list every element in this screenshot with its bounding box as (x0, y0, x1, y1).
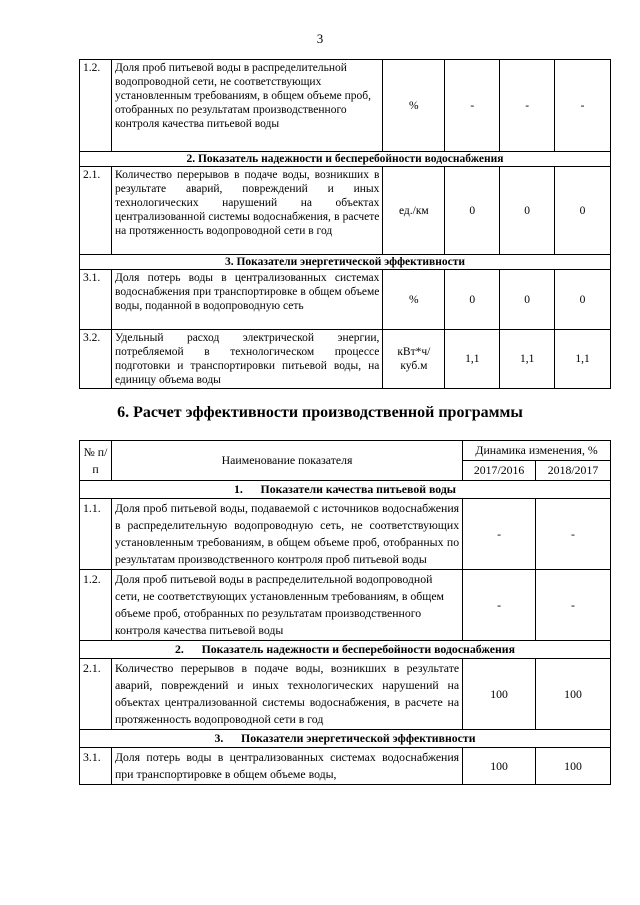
value: - (463, 570, 536, 641)
row-number: 1.1. (80, 499, 112, 570)
page-number: 3 (316, 31, 324, 46)
indicator-name: Доля проб питьевой воды в распределительной водопроводной сети, не соответствующих установленным требованиям, в общем объеме проб, отобранных по результатам производственного контроля качества питьевой воды (111, 570, 462, 641)
row-number: 2.1. (80, 167, 112, 255)
table-row (80, 60, 611, 152)
indicator-name: Количество перерывов в подаче воды, возникших в результате аварий, повреждений и иных технологических нарушений на объектах централизованной системы водоснабжения, в расчете на протяженность водопроводной сети в год (111, 659, 462, 730)
row-number: 3.1. (80, 748, 112, 785)
section-header (80, 481, 611, 499)
unit: % (383, 60, 445, 152)
value: 100 (463, 748, 536, 785)
indicator-name: Доля проб питьевой воды в распределительной водопроводной сети, не соответствующих установленным требованиям, в общем объеме проб, отобранных по результатам производственного контроля качества питьевой воды (111, 60, 382, 152)
column-header-period: 2018/2017 (536, 461, 611, 481)
value: - (536, 499, 611, 570)
section-heading: 6. Расчет эффективности производственной программы (117, 404, 523, 421)
table-row (80, 659, 611, 730)
value: 0 (500, 167, 555, 255)
table-row (80, 748, 611, 785)
indicator-name: Доля проб питьевой воды, подаваемой с источников водоснабжения в распределительную водопроводную сеть, не соответствующих установленным требованиям, в общем объеме проб, отобранных по результатам производственного контроля проб питьевой воды (111, 499, 462, 570)
row-number: 3.2. (80, 330, 112, 389)
table-row (80, 499, 611, 570)
value: - (463, 499, 536, 570)
column-header-name: Наименование показателя (111, 441, 462, 481)
column-header-number: № п/п (80, 441, 112, 481)
column-header-period: 2017/2016 (463, 461, 536, 481)
header-row (80, 441, 611, 461)
section-title: 2. Показатель надежности и бесперебойности водоснабжения (80, 641, 611, 659)
section-title: 3. Показатели энергетической эффективности (80, 255, 611, 270)
value: 0 (500, 270, 555, 330)
table-row (80, 330, 611, 389)
efficiency-table (79, 440, 611, 785)
value: 1,1 (500, 330, 555, 389)
value: 1,1 (445, 330, 500, 389)
indicator-name: Доля потерь воды в централизованных системах водоснабжения при транспортировке в общем объеме воды, поданной в водопроводную сеть (111, 270, 382, 330)
indicator-name: Доля потерь воды в централизованных системах водоснабжения при транспортировке в общем объеме воды, (111, 748, 462, 785)
unit: ед./км (383, 167, 445, 255)
section-title: 1. Показатели качества питьевой воды (80, 481, 611, 499)
value: - (536, 570, 611, 641)
column-header-dynamics: Динамика изменения, % (463, 441, 611, 461)
indicator-name: Удельный расход электрической энергии, потребляемой в технологическом процессе подготовки и транспортировки питьевой воды, на единицу объема воды (111, 330, 382, 389)
value: 1,1 (555, 330, 611, 389)
unit: % (383, 270, 445, 330)
value: 100 (463, 659, 536, 730)
section-header (80, 641, 611, 659)
unit: кВт*ч/ куб.м (383, 330, 445, 389)
row-number: 1.2. (80, 570, 112, 641)
indicators-table (79, 59, 611, 389)
value: 100 (536, 748, 611, 785)
indicator-name: Количество перерывов в подаче воды, возникших в результате аварий, повреждений и иных технологических нарушений на объектах централизованной системы водоснабжения, в расчете на протяженность водопроводной сети в год (111, 167, 382, 255)
value: - (500, 60, 555, 152)
section-header (80, 255, 611, 270)
value: - (445, 60, 500, 152)
table-row (80, 167, 611, 255)
value: 100 (536, 659, 611, 730)
value: 0 (555, 167, 611, 255)
section-header (80, 152, 611, 167)
value: 0 (445, 270, 500, 330)
section-title: 3. Показатели энергетической эффективности (80, 730, 611, 748)
value: - (555, 60, 611, 152)
table-row (80, 270, 611, 330)
row-number: 2.1. (80, 659, 112, 730)
row-number: 1.2. (80, 60, 112, 152)
value: 0 (445, 167, 500, 255)
section-title: 2. Показатель надежности и бесперебойности водоснабжения (80, 152, 611, 167)
section-header (80, 730, 611, 748)
row-number: 3.1. (80, 270, 112, 330)
value: 0 (555, 270, 611, 330)
table-row (80, 570, 611, 641)
